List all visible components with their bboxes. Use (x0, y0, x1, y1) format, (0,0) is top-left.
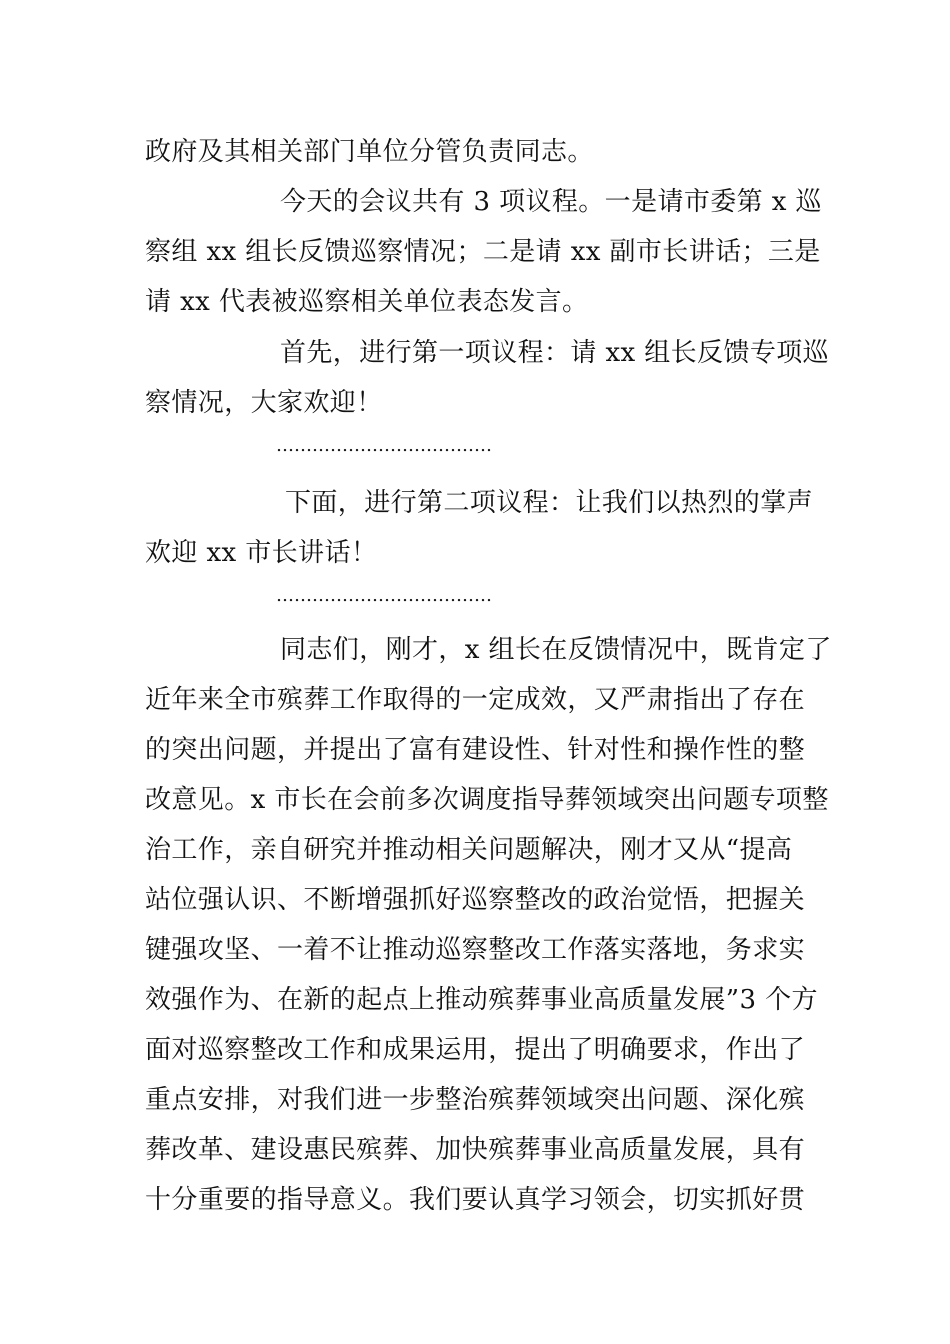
paragraph-line-8: 欢迎 xx 市长讲话！ (145, 538, 378, 568)
paragraph-line-5: 首先，进行第一项议程：请 xx 组长反馈专项巡 (280, 338, 830, 368)
paragraph-line-1: 政府及其相关部门单位分管负责同志。 (145, 137, 594, 167)
paragraph-line-7: 下面，进行第二项议程：让我们以热烈的掌声 (285, 488, 814, 518)
paragraph-line-18: 重点安排，对我们进一步整治殡葬领域突出问题、深化殡 (145, 1085, 806, 1115)
paragraph-line-14: 站位强认识、不断增强抓好巡察整改的政治觉悟，把握关 (145, 885, 806, 915)
ellipsis-separator-1: ……………………………… (276, 435, 492, 456)
paragraph-line-6: 察情况，大家欢迎！ (145, 388, 383, 418)
paragraph-line-15: 键强攻坚、一着不让推动巡察整改工作落实落地，务求实 (145, 935, 806, 965)
paragraph-line-16: 效强作为、在新的起点上推动殡葬事业高质量发展”3 个方 (145, 985, 818, 1015)
paragraph-line-13: 治工作，亲自研究并推动相关问题解决，刚才又从“提高 (145, 835, 793, 865)
paragraph-line-9: 同志们，刚才，x 组长在反馈情况中，既肯定了 (280, 635, 832, 665)
paragraph-line-12: 改意见。x 市长在会前多次调度指导葬领域突出问题专项整 (145, 785, 829, 815)
paragraph-line-4: 请 xx 代表被巡察相关单位表态发言。 (145, 287, 589, 317)
ellipsis-separator-2: ……………………………… (276, 585, 492, 606)
paragraph-line-2: 今天的会议共有 3 项议程。一是请市委第 x 巡 (280, 187, 822, 217)
paragraph-line-19: 葬改革、建设惠民殡葬、加快殡葬事业高质量发展，具有 (145, 1135, 806, 1165)
paragraph-line-17: 面对巡察整改工作和成果运用，提出了明确要求，作出了 (145, 1035, 806, 1065)
paragraph-line-11: 的突出问题，并提出了富有建设性、针对性和操作性的整 (145, 735, 806, 765)
paragraph-line-20: 十分重要的指导意义。我们要认真学习领会，切实抓好贯 (145, 1185, 806, 1215)
paragraph-line-10: 近年来全市殡葬工作取得的一定成效，又严肃指出了存在 (145, 685, 806, 715)
paragraph-line-3: 察组 xx 组长反馈巡察情况；二是请 xx 副市长讲话；三是 (145, 237, 821, 267)
